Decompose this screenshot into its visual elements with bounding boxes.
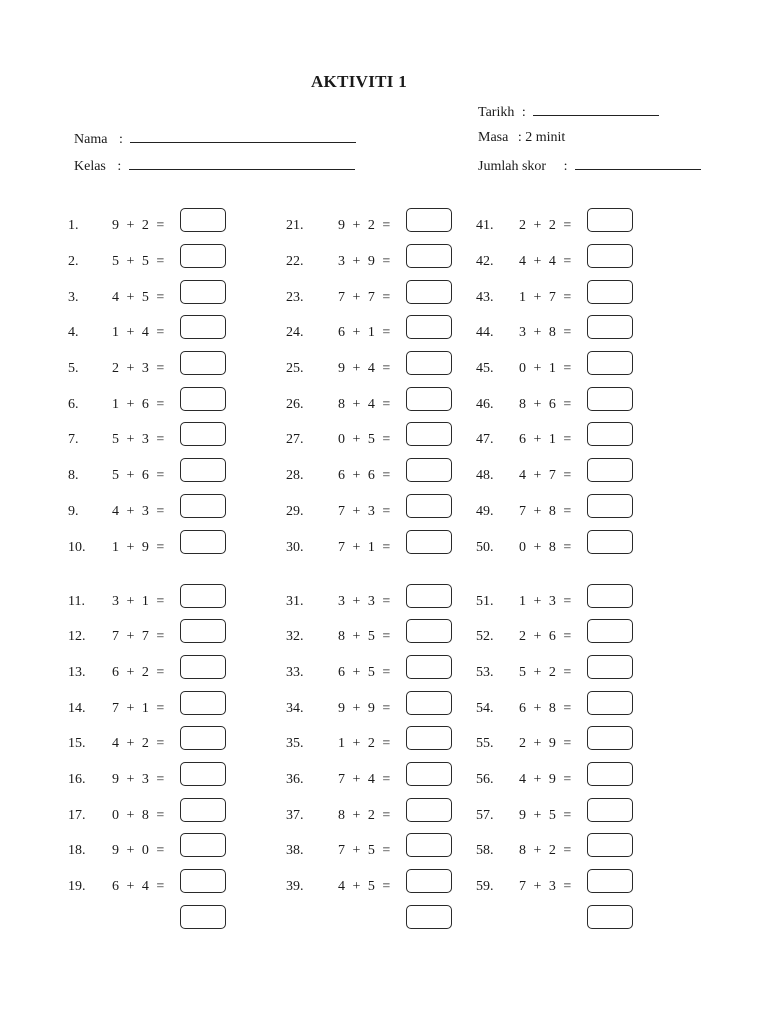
answer-box[interactable] <box>180 458 226 482</box>
question-expression: 8 + 5 = <box>338 629 391 644</box>
nama-label: Nama <box>74 132 108 147</box>
answer-box[interactable] <box>587 458 633 482</box>
question-expression: 6 + 6 = <box>338 468 391 483</box>
answer-box[interactable] <box>180 798 226 822</box>
jumlah-skor-colon: : <box>563 159 568 174</box>
question-expression: 6 + 4 = <box>112 879 165 894</box>
question-number: 4. <box>68 325 79 340</box>
question-expression: 9 + 0 = <box>112 843 165 858</box>
answer-box[interactable] <box>180 530 226 554</box>
question-number: 58. <box>476 843 494 858</box>
question-number: 57. <box>476 808 494 823</box>
question-expression: 4 + 2 = <box>112 736 165 751</box>
question-number: 35. <box>286 736 304 751</box>
question-number: 22. <box>286 254 304 269</box>
question-expression: 4 + 5 = <box>338 879 391 894</box>
answer-box[interactable] <box>587 726 633 750</box>
question-expression: 7 + 3 = <box>519 879 572 894</box>
question-expression: 6 + 5 = <box>338 665 391 680</box>
question-expression: 4 + 5 = <box>112 290 165 305</box>
question-number: 41. <box>476 218 494 233</box>
question-expression: 1 + 3 = <box>519 594 572 609</box>
question-number: 42. <box>476 254 494 269</box>
question-number: 53. <box>476 665 494 680</box>
question-expression: 7 + 5 = <box>338 843 391 858</box>
answer-box[interactable] <box>406 494 452 518</box>
answer-box[interactable] <box>587 280 633 304</box>
question-expression: 4 + 4 = <box>519 254 572 269</box>
answer-box[interactable] <box>587 833 633 857</box>
question-expression: 7 + 1 = <box>112 701 165 716</box>
question-number: 7. <box>68 432 79 447</box>
question-expression: 2 + 3 = <box>112 361 165 376</box>
question-number: 39. <box>286 879 304 894</box>
question-number: 56. <box>476 772 494 787</box>
question-expression: 7 + 3 = <box>338 504 391 519</box>
question-number: 11. <box>68 594 85 609</box>
question-number: 17. <box>68 808 86 823</box>
answer-box[interactable] <box>587 655 633 679</box>
answer-box[interactable] <box>180 280 226 304</box>
answer-box[interactable] <box>406 422 452 446</box>
question-expression: 8 + 2 = <box>338 808 391 823</box>
question-number: 55. <box>476 736 494 751</box>
question-expression: 7 + 7 = <box>112 629 165 644</box>
question-expression: 5 + 5 = <box>112 254 165 269</box>
question-expression: 1 + 4 = <box>112 325 165 340</box>
answer-box[interactable] <box>406 530 452 554</box>
question-expression: 2 + 6 = <box>519 629 572 644</box>
answer-box[interactable] <box>406 244 452 268</box>
jumlah-skor-blank-line[interactable] <box>575 157 701 170</box>
question-expression: 6 + 2 = <box>112 665 165 680</box>
answer-box[interactable] <box>587 619 633 643</box>
answer-box[interactable] <box>180 584 226 608</box>
question-number: 47. <box>476 432 494 447</box>
answer-box[interactable] <box>406 351 452 375</box>
answer-box[interactable] <box>406 655 452 679</box>
question-number: 49. <box>476 504 494 519</box>
answer-box[interactable] <box>406 869 452 893</box>
question-number: 16. <box>68 772 86 787</box>
question-number: 38. <box>286 843 304 858</box>
answer-box[interactable] <box>180 422 226 446</box>
question-expression: 3 + 9 = <box>338 254 391 269</box>
question-number: 46. <box>476 397 494 412</box>
question-number: 33. <box>286 665 304 680</box>
kelas-label: Kelas <box>74 159 106 174</box>
tarikh-label: Tarikh <box>478 105 515 120</box>
answer-box[interactable] <box>180 655 226 679</box>
jumlah-skor-label: Jumlah skor <box>478 159 547 174</box>
question-expression: 6 + 1 = <box>519 432 572 447</box>
question-number: 36. <box>286 772 304 787</box>
question-number: 43. <box>476 290 494 305</box>
masa-value: : 2 minit <box>517 130 566 145</box>
answer-box[interactable] <box>180 833 226 857</box>
answer-box[interactable] <box>180 315 226 339</box>
kelas-field <box>74 157 355 175</box>
question-number: 44. <box>476 325 494 340</box>
answer-box[interactable] <box>406 208 452 232</box>
tarikh-colon: : <box>521 105 526 120</box>
question-number: 54. <box>476 701 494 716</box>
answer-box[interactable] <box>587 691 633 715</box>
page-title: AKTIVITI 1 <box>310 72 408 91</box>
question-number: 30. <box>286 540 304 555</box>
answer-box[interactable] <box>587 494 633 518</box>
question-number: 6. <box>68 397 79 412</box>
question-expression: 0 + 5 = <box>338 432 391 447</box>
nama-colon: : <box>118 132 123 147</box>
question-expression: 9 + 2 = <box>112 218 165 233</box>
question-expression: 6 + 1 = <box>338 325 391 340</box>
question-expression: 3 + 8 = <box>519 325 572 340</box>
question-number: 26. <box>286 397 304 412</box>
answer-box[interactable] <box>587 762 633 786</box>
question-expression: 5 + 2 = <box>519 665 572 680</box>
answer-box[interactable] <box>406 280 452 304</box>
question-expression: 3 + 1 = <box>112 594 165 609</box>
answer-box[interactable] <box>406 584 452 608</box>
answer-box[interactable] <box>406 315 452 339</box>
question-expression: 0 + 1 = <box>519 361 572 376</box>
question-number: 31. <box>286 594 304 609</box>
question-number: 2. <box>68 254 79 269</box>
question-number: 8. <box>68 468 79 483</box>
question-number: 19. <box>68 879 86 894</box>
answer-box[interactable] <box>180 387 226 411</box>
question-expression: 2 + 9 = <box>519 736 572 751</box>
question-number: 34. <box>286 701 304 716</box>
question-number: 9. <box>68 504 79 519</box>
answer-box[interactable] <box>406 458 452 482</box>
question-expression: 6 + 8 = <box>519 701 572 716</box>
answer-box[interactable] <box>587 905 633 929</box>
question-number: 5. <box>68 361 79 376</box>
question-expression: 1 + 6 = <box>112 397 165 412</box>
question-number: 15. <box>68 736 86 751</box>
answer-box[interactable] <box>587 584 633 608</box>
jumlah-skor-field <box>478 157 701 175</box>
answer-box[interactable] <box>180 691 226 715</box>
question-expression: 9 + 9 = <box>338 701 391 716</box>
question-number: 1. <box>68 218 79 233</box>
answer-box[interactable] <box>406 833 452 857</box>
answer-box[interactable] <box>180 726 226 750</box>
question-number: 29. <box>286 504 304 519</box>
kelas-colon: : <box>117 159 122 174</box>
question-expression: 5 + 3 = <box>112 432 165 447</box>
question-expression: 2 + 2 = <box>519 218 572 233</box>
question-number: 23. <box>286 290 304 305</box>
answer-box[interactable] <box>180 351 226 375</box>
question-expression: 8 + 6 = <box>519 397 572 412</box>
answer-box[interactable] <box>406 762 452 786</box>
answer-box[interactable] <box>587 387 633 411</box>
answer-box[interactable] <box>587 208 633 232</box>
question-number: 13. <box>68 665 86 680</box>
question-expression: 9 + 3 = <box>112 772 165 787</box>
answer-box[interactable] <box>180 244 226 268</box>
question-expression: 7 + 8 = <box>519 504 572 519</box>
question-number: 28. <box>286 468 304 483</box>
tarikh-blank-line[interactable] <box>533 103 659 116</box>
question-number: 45. <box>476 361 494 376</box>
answer-box[interactable] <box>406 619 452 643</box>
answer-box[interactable] <box>587 869 633 893</box>
answer-box[interactable] <box>587 798 633 822</box>
masa-label: Masa <box>478 130 509 145</box>
question-expression: 0 + 8 = <box>112 808 165 823</box>
answer-box[interactable] <box>406 387 452 411</box>
question-number: 3. <box>68 290 79 305</box>
question-expression: 4 + 7 = <box>519 468 572 483</box>
question-number: 24. <box>286 325 304 340</box>
question-number: 27. <box>286 432 304 447</box>
answer-box[interactable] <box>180 905 226 929</box>
question-number: 25. <box>286 361 304 376</box>
answer-box[interactable] <box>406 905 452 929</box>
question-expression: 1 + 7 = <box>519 290 572 305</box>
question-number: 32. <box>286 629 304 644</box>
question-expression: 9 + 5 = <box>519 808 572 823</box>
answer-box[interactable] <box>587 244 633 268</box>
question-expression: 7 + 7 = <box>338 290 391 305</box>
question-number: 12. <box>68 629 86 644</box>
question-expression: 9 + 4 = <box>338 361 391 376</box>
question-number: 14. <box>68 701 86 716</box>
answer-box[interactable] <box>180 619 226 643</box>
question-expression: 8 + 4 = <box>338 397 391 412</box>
question-expression: 0 + 8 = <box>519 540 572 555</box>
question-number: 50. <box>476 540 494 555</box>
question-number: 52. <box>476 629 494 644</box>
tarikh-field <box>478 103 659 121</box>
answer-box[interactable] <box>406 726 452 750</box>
nama-field <box>74 130 356 148</box>
question-expression: 9 + 2 = <box>338 218 391 233</box>
answer-box[interactable] <box>180 208 226 232</box>
question-number: 59. <box>476 879 494 894</box>
question-expression: 5 + 6 = <box>112 468 165 483</box>
answer-box[interactable] <box>180 494 226 518</box>
question-number: 51. <box>476 594 494 609</box>
question-expression: 1 + 9 = <box>112 540 165 555</box>
answer-box[interactable] <box>180 869 226 893</box>
nama-blank-line[interactable] <box>130 130 356 143</box>
question-expression: 7 + 4 = <box>338 772 391 787</box>
question-expression: 7 + 1 = <box>338 540 391 555</box>
question-number: 18. <box>68 843 86 858</box>
answer-box[interactable] <box>406 798 452 822</box>
question-number: 48. <box>476 468 494 483</box>
answer-box[interactable] <box>406 691 452 715</box>
question-expression: 3 + 3 = <box>338 594 391 609</box>
question-number: 10. <box>68 540 86 555</box>
question-number: 37. <box>286 808 304 823</box>
answer-box[interactable] <box>587 530 633 554</box>
question-expression: 8 + 2 = <box>519 843 572 858</box>
question-expression: 4 + 3 = <box>112 504 165 519</box>
answer-box[interactable] <box>587 422 633 446</box>
question-expression: 1 + 2 = <box>338 736 391 751</box>
answer-box[interactable] <box>180 762 226 786</box>
question-number: 21. <box>286 218 304 233</box>
question-expression: 4 + 9 = <box>519 772 572 787</box>
answer-box[interactable] <box>587 315 633 339</box>
masa-field <box>478 130 565 146</box>
answer-box[interactable] <box>587 351 633 375</box>
kelas-blank-line[interactable] <box>129 157 355 170</box>
